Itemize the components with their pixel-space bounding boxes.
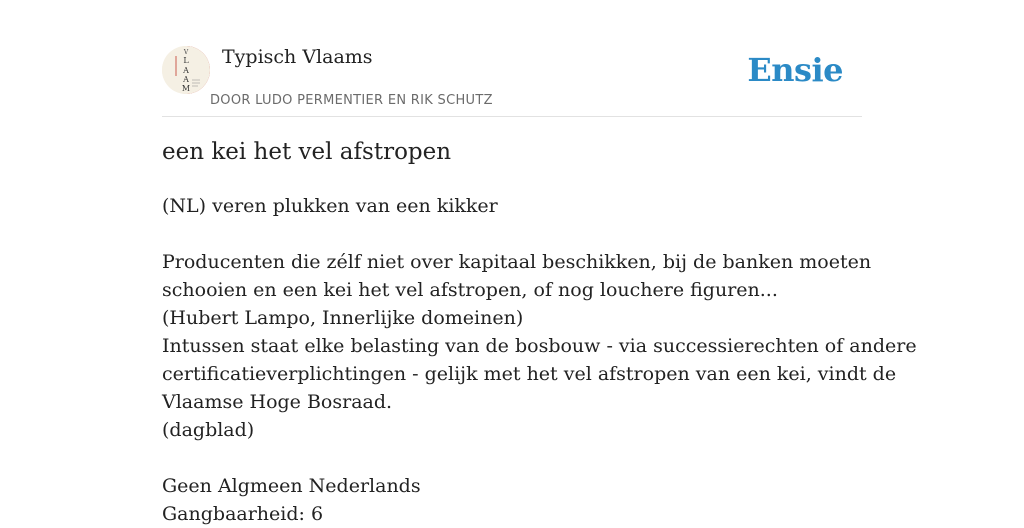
- equivalent-line: (NL) veren plukken van een kikker: [162, 195, 498, 217]
- svg-text:V: V: [183, 49, 189, 56]
- spacer: [162, 220, 852, 248]
- quote-line: Intussen staat elke belasting van de bosbouw - via successierechten of andere: [162, 335, 917, 357]
- entry-title: een kei het vel afstropen: [162, 139, 452, 165]
- quote-line: certificatieverplichtingen - gelijk met het vel afstropen van een kei, vindt de: [162, 363, 897, 385]
- usage-note: Gangbaarheid: 6: [162, 503, 324, 525]
- svg-text:A: A: [183, 66, 189, 75]
- quote-line: schooien en een kei het vel afstropen, of nog louchere figuren...: [162, 279, 778, 301]
- brand-logo[interactable]: Ensie: [747, 51, 843, 89]
- book-title[interactable]: Typisch Vlaams: [222, 46, 373, 68]
- quote-source: (dagblad): [162, 419, 255, 441]
- spacer: [162, 444, 852, 472]
- book-authors: DOOR LUDO PERMENTIER EN RIK SCHUTZ: [210, 93, 493, 108]
- page-header: [162, 45, 862, 117]
- quote-source: (Hubert Lampo, Innerlijke domeinen): [162, 307, 524, 329]
- svg-text:M: M: [181, 84, 191, 93]
- quote-line: Vlaamse Hoge Bosraad.: [162, 391, 393, 413]
- entry-body: [162, 192, 917, 528]
- book-cover-logo-icon[interactable]: [162, 46, 210, 94]
- usage-note: Geen Algmeen Nederlands: [162, 475, 421, 497]
- svg-text:L: L: [183, 56, 189, 65]
- quote-line: Producenten die zélf niet over kapitaal beschikken, bij de banken moeten: [162, 251, 872, 273]
- svg-text:A: A: [183, 75, 189, 84]
